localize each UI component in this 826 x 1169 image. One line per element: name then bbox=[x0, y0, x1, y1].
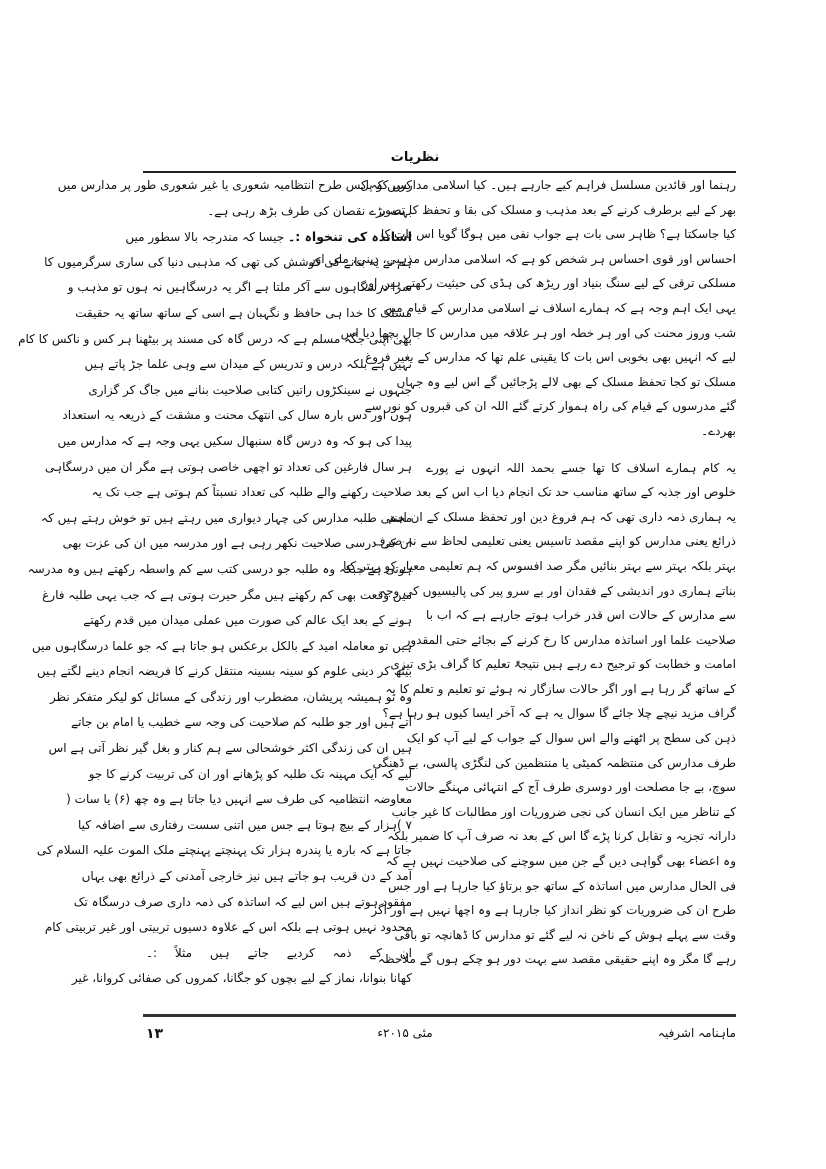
footer-divider bbox=[143, 1014, 736, 1017]
left-column bbox=[18, 173, 412, 992]
text-line: امامت و خطابت کو ترجیح دے رہے ہیں نتیجۃً تعلیم کا گراف بڑی تیزی bbox=[390, 657, 736, 672]
text-line: محدود نہیں ہوتی ہے بلکہ اس کے علاوہ دسیوں تربیتی اور غیر تربیتی کام bbox=[44, 920, 412, 935]
page-header-title: نظریات bbox=[390, 150, 440, 165]
text-line: گئے مدرسوں کے قیام کی راہ ہموار کرتے گئے اللہ ان کی قبروں کو نور سے bbox=[364, 399, 736, 414]
text-line: پیدا کی ہو کہ وہ درس گاہ سنبھال سکیں یہی وجہ ہے کہ مدارس میں bbox=[57, 433, 412, 448]
text-line: ۷ )ہزار کے بیچ ہوتا ہے جس میں اتنی سست رفتاری سے اضافہ کیا bbox=[77, 817, 412, 832]
text-line: خلوص اور جذبہ کے ساتھ مناسب حد تک انجام دیا اب اس کے بعد bbox=[415, 485, 736, 500]
left-column-body bbox=[18, 250, 412, 992]
text-line: رہے گا مگر وہ اپنے حقیقی مقصد سے بہت دور ہو چکے ہوں گے ملاحظہ bbox=[378, 952, 736, 967]
text-line: طرح ان کی ضروریات کو نظر انداز کیا جارہا ہے وہ اچھا نہیں ہے اور اگر bbox=[371, 903, 736, 918]
text-line: نہیں ہے بلکہ درس و تدریس کے میدان سے وہی علما جڑ پاتے ہیں bbox=[84, 357, 412, 372]
text-line: یہی ایک اہم وجہ ہے کہ ہمارے اسلاف نے اسلامی مدارس کے قیام میں bbox=[383, 300, 736, 315]
text-line: کے تناظر میں ایک انسان کی نجی ضروریات اور مطالبات کا غیر جانب bbox=[391, 804, 736, 819]
text-line: بھردے۔ bbox=[701, 423, 736, 438]
text-line: بھی اپنی جگہ مسلم ہے کہ درس گاہ کی مسند پر بیٹھنا ہر کس و ناکس کا کام bbox=[18, 331, 412, 346]
text-line: سے مدارس کے حالات اس قدر خراب ہوتے جارہے ہے کہ اب با bbox=[426, 608, 736, 623]
text-line: مسلک تو کجا تحفظ مسلک کے بھی لالے پڑجائیں گے اس لیے وہ جہاں bbox=[396, 374, 736, 389]
text-line: ہوں اور دس بارہ سال کی انتھک محنت و مشقت کے ذریعہ یہ استعداد bbox=[62, 408, 412, 423]
paragraph-gap bbox=[426, 444, 736, 456]
section-heading-line bbox=[125, 224, 412, 250]
text-line: سرا درسگاہوں سے آکر ملتا ہے اگر یہ درسگاہیں نہ ہوں تو مذہب و bbox=[67, 280, 412, 295]
text-line: مفقود ہوتے ہیں اس لیے کہ اساتذہ کی ذمہ داری صرف درسگاہ تک bbox=[73, 894, 412, 909]
text-line: کریں کہ کس طرح انتظامیہ شعوری یا غیر شعوری طور پر مدارس میں bbox=[57, 178, 412, 192]
text-line: لیے کہ انہیں بھی بخوبی اس بات کا یقینی علم تھا کہ مدارس کے بغیر فروغ bbox=[365, 350, 736, 365]
text-line: رہنما اور قائدین مسلسل فراہم کیے جارہے ہیں۔ کیا اسلامی مدارس کو پل bbox=[360, 178, 736, 192]
text-line: ان کی درسی صلاحیت نکھر رہی ہے اور مدرسہ میں ان کی عزت بھی bbox=[62, 536, 412, 551]
text-line: وہ اعضاء بھی گواہی دیں گے جن میں سوچنے کی صلاحیت نہیں ہے کہ bbox=[385, 854, 736, 869]
text-line: یہ کام ہمارے اسلاف کا تھا جسے بحمد اللہ انہوں نے پورے bbox=[426, 460, 736, 475]
text-line: طرف مدارس کی منتظمہ کمیٹی یا منتظمین کی لنگڑی پالسی، بے ڈھنگی bbox=[372, 755, 736, 770]
text-line: وہ تو ہمیشہ پریشان، مضطرب اور زندگی کے مسائل کو لیکر متفکر نظر bbox=[49, 689, 412, 704]
text-line: آمد کے دن قریب ہو جاتے ہیں نیز خارجی آمدنی کے ذرائع بھی یہاں bbox=[81, 869, 412, 884]
text-line: کیا جاسکتا ہے؟ ظاہر سی بات ہے جواب نفی میں ہوگا گویا اس بات کا bbox=[380, 227, 736, 242]
text-line: فی الحال مدارس میں اساتذہ کے ساتھ جو برتاؤ کیا جارہا ہے اور جس bbox=[388, 878, 736, 893]
text-line: مسلک کا خدا ہی حافظ و نگہبان ہے اسی کے ساتھ ساتھ یہ حقیقت bbox=[75, 305, 412, 320]
text-line: کے ساتھ گر رہا ہے اور اگر حالات سازگار نہ ہوئے تو تعلیم و تعلم کا یہ bbox=[385, 681, 736, 696]
text-line: ہیں تو معاملہ امید کے بالکل برعکس ہو جاتا ہے کہ جو علما درسگاہوں میں bbox=[31, 638, 412, 653]
text-line: ہیں ان کی زندگی اکثر خوشحالی سے ہم کنار و بغل گیر نظر آتی ہے اس bbox=[48, 741, 412, 756]
text-line: وقت سے پہلے ہوش کے ناخن نہ لیے گئے تو مدارس کا ڈھانچہ تو باقی bbox=[394, 927, 736, 942]
text-line: آتے ہیں اور جو طلبہ کم صلاحیت کی وجہ سے خطیب یا امام بن جاتے bbox=[71, 715, 412, 730]
text-line: بھر کے لیے برطرف کرنے کے بعد مذہب و مسلک کی بقا و تحفظ کا تصور bbox=[379, 202, 736, 217]
text-line: یہ ہماری ذمہ داری تھی کہ ہم فروغ دین اور تحفظ مسلک کے ان اہم bbox=[388, 509, 736, 524]
text-line: ہوتی ہے جبکہ وہ طلبہ جو درسی کتب سے کم واسطہ رکھتے ہیں وہ مدرسہ bbox=[27, 561, 412, 576]
text-line: محنتی طلبہ مدارس کی چہار دیواری میں رہتے ہیں تو خوش رہتے ہیں کہ bbox=[41, 510, 412, 525]
text-line: جنہوں نے سینکڑوں راتیں کتابی صلاحیت بنانے میں جاگ کر گزاری bbox=[88, 382, 412, 397]
text-line: ہر سال فارغین کی تعداد تو اچھی خاصی ہوتی ہے مگر ان میں درسگاہی bbox=[45, 459, 412, 474]
text-line: احساس اور قوی احساس ہر شخص کو ہے کہ اسلامی مدارس مذہبی، دینی، ملی اور bbox=[309, 251, 736, 266]
text-line: دارانہ تجزیہ و تقابل کرنا پڑے گا اس کے بعد نہ صرف آپ کا ضمیر بلکہ bbox=[387, 829, 736, 844]
section-heading: اساتذہ کی تنخواہ :۔ bbox=[287, 229, 412, 245]
text-line: شب وروز محنت کی اور ہر خطہ اور ہر علاقہ میں مدارس کا جال بچھا دیا اس bbox=[340, 325, 736, 340]
text-line: معاوضہ انتظامیہ کی طرف سے انہیں دیا جاتا ہے وہ چھ (۶) یا سات ( bbox=[66, 792, 412, 807]
section-heading-continuation: جیسا کہ مندرجہ بالا سطور میں bbox=[125, 230, 288, 245]
text-line: لیے کہ ایک مہینہ تک طلبہ کو پڑھانے اور ان کی تربیت کرنے کا جو bbox=[88, 766, 412, 781]
text-line: کھانا بنوانا، نماز کے لیے بچوں کو جگانا، کمروں کی صفائی کروانا، غیر bbox=[71, 971, 412, 986]
text-line: صلاحیت علما اور اساتذہ مدارس کا رخ کرنے کے بجائے حتی المقدور bbox=[404, 632, 736, 647]
text-line: بہتر بلکہ بہتر سے بہتر بنائیں مگر صد افسوس کہ ہم تعلیمی معیار کو بہتر کیا bbox=[343, 558, 736, 573]
text-line: صلاحیت رکھنے والے طلبہ کی تعداد نسبتاً کم ہوتی ہے جب تک یہ bbox=[91, 485, 412, 500]
text-line: ذرائع یعنی مدارس کو اپنے مقصد تاسیس یعنی تعلیمی لحاظ سے نہ صرف bbox=[373, 534, 736, 549]
text-line: بناتے ہماری دور اندیشی کے فقدان اور بے سرو پیر کی پالیسیوں کی وجہ bbox=[379, 583, 736, 598]
text-line: ذہن کی سطح پر اٹھنے والے اس سوال کے جواب کے لیے آپ کو ایک bbox=[406, 731, 736, 746]
footer-date: مئی ۲۰۱۵ء bbox=[377, 1026, 433, 1040]
footer-magazine-name: ماہنامہ اشرفیہ bbox=[657, 1026, 736, 1040]
text-line: ہم نے یہ بتانے کی کوشش کی تھی کہ مذہبی دنیا کی ساری سرگرمیوں کا bbox=[44, 254, 412, 269]
page-number: ۱۳ bbox=[146, 1026, 164, 1042]
paragraph bbox=[343, 456, 736, 972]
text-line: ان کے ذمہ کردیے جاتے ہیں مثلاً :۔ bbox=[146, 945, 412, 960]
text-line: سوچ، بے جا مصلحت اور دوسری طرف آج کے انتہائی مہنگے حالات bbox=[405, 780, 736, 795]
text-line: بہت بڑے نقصان کی طرف بڑھ رہی ہے۔ bbox=[207, 203, 412, 218]
text-line: بیٹھ کر دینی علوم کو سینہ بسینہ منتقل کرنے کا فریضہ انجام دینے لگتے ہیں bbox=[36, 664, 412, 679]
text-line: جاتا ہے کہ بارہ یا پندرہ ہزار تک پہنچتے پہنچتے ملک الموت علیہ السلام کی bbox=[36, 843, 412, 858]
text-line: میں وقعت بھی کم رکھتے ہیں مگر حیرت ہوتی ہے کہ جب یہی طلبہ فارغ bbox=[42, 587, 412, 602]
text-line: ہونے کے بعد ایک عالم کی صورت میں عملی میدان میں قدم رکھتے bbox=[83, 613, 412, 628]
text-line: گراف مزید نیچے چلا جائے گا سوال یہ ہے کہ آخر ایسا کیوں ہو رہا ہے؟ bbox=[382, 706, 736, 721]
text-line: مسلکی ترقی کے لیے سنگ بنیاد اور ریڑھ کی ہڈی کی حیثیت رکھتے ہیں اور bbox=[362, 276, 736, 291]
